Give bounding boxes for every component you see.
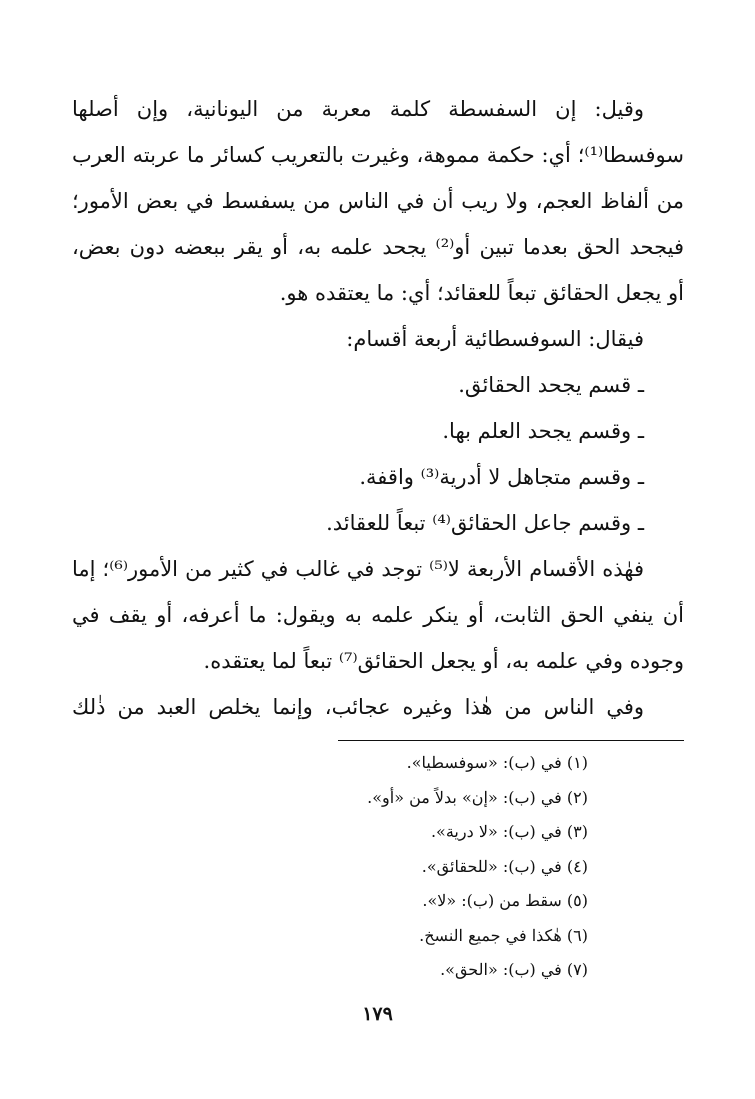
text-line: سوفسطا⁽¹⁾؛ أي: حكمة مموهة، وغيرت بالتعريب كسائر ما عربته العرب bbox=[72, 143, 684, 167]
footnote: (٣) في (ب): «لا درية». bbox=[430, 822, 588, 841]
footnote: (٢) في (ب): «إن» بدلاً من «أو». bbox=[367, 787, 588, 807]
text-line: من ألفاظ العجم، ولا ريب أن في الناس من يسفسط في بعض الأمور؛ bbox=[72, 189, 684, 213]
footnote: (١) في (ب): «سوفسطيا». bbox=[406, 753, 588, 772]
footnote-separator bbox=[338, 740, 684, 741]
main-text bbox=[72, 86, 684, 730]
footnotes bbox=[72, 746, 612, 988]
footnote: (٧) في (ب): «الحق». bbox=[440, 960, 588, 979]
footnote: (٦) هٰكذا في جميع النسخ. bbox=[419, 925, 588, 945]
text-line: أو يجعل الحقائق تبعاً للعقائد؛ أي: ما يعتقده هو. bbox=[279, 281, 684, 305]
list-item: ـ وقسم متجاهل لا أدرية⁽³⁾ واقفة. bbox=[359, 465, 644, 489]
footnote: (٤) في (ب): «للحقائق». bbox=[421, 856, 588, 876]
text-line: فيجحد الحق بعدما تبين أو⁽²⁾ يجحد علمه به، أو يقر ببعضه دون بعض، bbox=[72, 235, 684, 259]
list-intro: فيقال: السوفسطائية أربعة أقسام: bbox=[346, 327, 644, 351]
text-line: وجوده وفي علمه به، أو يجعل الحقائق⁽⁷⁾ تبعاً لما يعتقده. bbox=[203, 649, 684, 673]
text-line: وفي الناس من هٰذا وغيره عجائب، وإنما يخلص العبد من ذٰلك bbox=[72, 695, 644, 719]
list-item: ـ وقسم جاعل الحقائق⁽⁴⁾ تبعاً للعقائد. bbox=[326, 511, 644, 535]
list-item: ـ وقسم يجحد العلم بها. bbox=[442, 419, 644, 443]
text-line: أن ينفي الحق الثابت، أو ينكر علمه به ويقول: ما أعرفه، أو يقف في bbox=[72, 603, 684, 627]
text-line: وقيل: إن السفسطة كلمة معربة من اليونانية، وإن أصلها bbox=[72, 97, 644, 121]
footnote: (٥) سقط من (ب): «لا». bbox=[422, 891, 588, 910]
text-line: فهٰذه الأقسام الأربعة لا⁽⁵⁾ توجد في غالب في كثير من الأمور⁽⁶⁾؛ إما bbox=[72, 557, 645, 581]
list-item: ـ قسم يجحد الحقائق. bbox=[458, 373, 644, 397]
page-number: ١٧٩ bbox=[362, 1003, 393, 1025]
